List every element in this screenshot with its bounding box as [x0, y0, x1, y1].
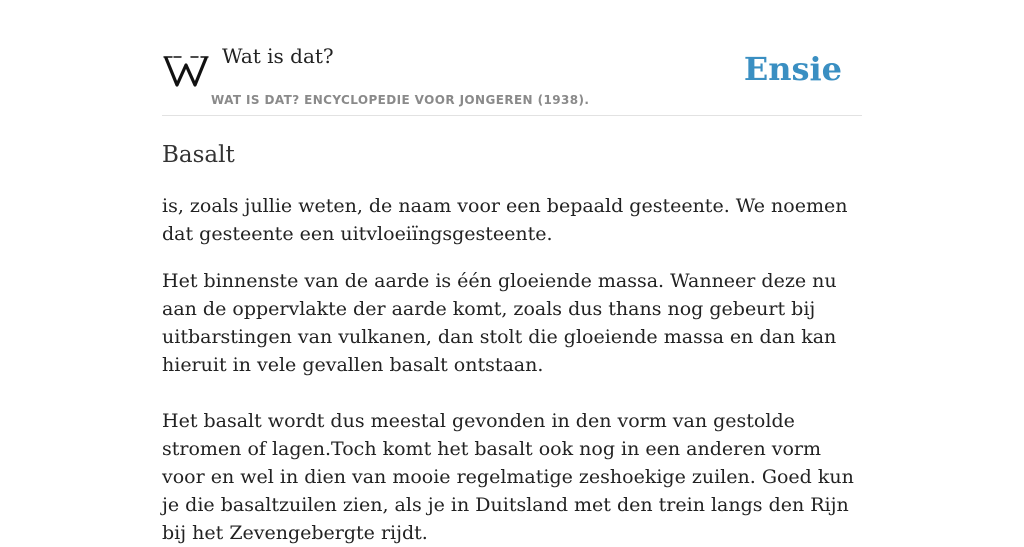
entry-title: Basalt	[162, 142, 235, 168]
article-paragraph: Het basalt wordt dus meestal gevonden in den vorm van gestolde stromen of lagen.Toch komt het basalt ook nog in een anderen vorm voor en wel in dien van mooie regelmatige zeshoekige zuilen. Goed kun je die basaltzuilen zien, als je in Duitsland met den trein langs den Rijn bij het Zevengebergte rijdt.	[162, 410, 854, 544]
article	[162, 138, 862, 547]
article-paragraph: is, zoals jullie weten, de naam voor een bepaald gesteente. We noemen dat gesteente een uitvloeiïngsgesteente.	[162, 195, 848, 245]
article-paragraph: Het binnenste van de aarde is één gloeiende massa. Wanneer deze nu aan de oppervlakte der aarde komt, zoals dus thans nog gebeurt bij uitbarstingen van vulkanen, dan stolt die gloeiende massa en dan kan hieruit in vele gevallen basalt ontstaan.	[162, 270, 837, 376]
wikipedia-w-icon[interactable]	[164, 50, 208, 90]
brand-logo-link[interactable]: Ensie	[743, 50, 842, 88]
header	[162, 36, 862, 116]
source-subtitle: WAT IS DAT? ENCYCLOPEDIE VOOR JONGEREN (1938).	[211, 93, 590, 107]
site-title[interactable]: Wat is dat?	[222, 44, 334, 68]
